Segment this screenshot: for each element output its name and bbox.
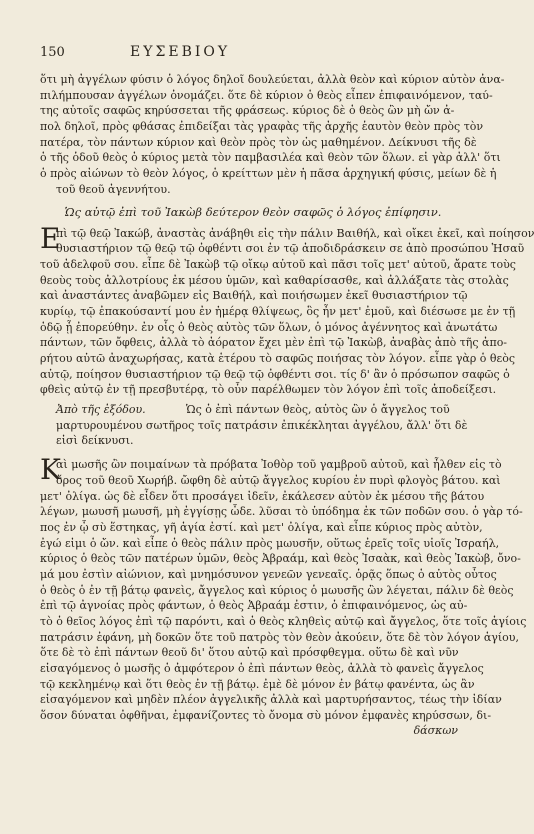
paragraph-1	[40, 72, 505, 198]
text-line: αὐτῷ, ποίησον θυσιαστήριον τῷ θεῷ τῷ ὀφθέντι σοι. τίς δ' ἂν ὁ πρόσωπον σαφῶς ὁ	[40, 367, 510, 381]
text-line: λέγων, μωυσῆ μωυσῆ, μὴ ἐγγίσῃς ὧδε. λῦσαι τὸ ὑπόδημα ἐκ τῶν ποδῶν σου. ὁ γὰρ τό-	[40, 505, 523, 519]
text-line: ὁ θεὸς ὁ ἐν τῇ βάτῳ φανεὶς, ἄγγελος καὶ κύριος ὁ μωυσῆς ὢν λέγεται, πάλιν δὲ θεὸς	[40, 583, 514, 597]
section-heading-1: Ὡς αὐτῷ ἐπὶ τοῦ Ἰακὼβ δεύτερον θεὸν σαφῶς ὁ λόγος ἐπίφησιν.	[64, 204, 442, 219]
margin-note: Ἀπὸ τῆς ἐξόδου.	[56, 403, 146, 417]
catchword: δάσκων	[413, 723, 458, 737]
text-line: της αὐτοῖς σαφῶς κηρύσσεται τῆς φράσεως. κύριος δὲ ὁ θεὸς ὢν μὴ ὤν ἀ-	[40, 104, 455, 118]
text-line: πατράσιν ἐφάνη, μὴ δοκῶν ὅτε τοῦ πατρὸς τὸν θεὸν ἀκούειν, ὅτε δὲ τὸν λόγον ἁγίου,	[40, 630, 519, 644]
text-line: πατέρα, τὸν πάντων κύριον καὶ θεὸν πρὸς τὸν ὡς μαθημένον. Δείκνυσι τῆς δὲ	[40, 135, 477, 149]
running-head: ΕΥΣΕΒΙΟΥ	[130, 44, 231, 60]
page-number: 150	[40, 45, 65, 60]
heading-line: εἰσὶ δείκνυσι.	[56, 434, 134, 448]
text-line: μά μου ἐστὶν αἰώνιον, καὶ μνημόσυνον γενεῶν γενεαῖς. ὁρᾷς ὅπως ὁ αὐτὸς οὗτος	[40, 567, 497, 581]
text-line: τοῦ ἀδελφοῦ σου. εἶπε δὲ Ἰακὼβ τῷ οἴκῳ αὐτοῦ καὶ πᾶσι τοῖς μετ' αὐτοῦ, ἄρατε τοὺς	[40, 257, 516, 271]
text-line: ὅτι μὴ ἀγγέλων φύσιν ὁ λόγος δηλοῖ δουλεύεται, ἀλλὰ θεὸν καὶ κύριον αὐτὸν ἀνα-	[40, 73, 505, 86]
text-line: ὅτε δὲ τὸ ἐπὶ πάντων θεοῦ δι' ὅτου αὐτῷ καὶ πρόσφθεγμα. οὕτω δὲ καὶ νῦν	[40, 646, 459, 660]
text-line: πὶ τῷ θεῷ Ἰακώβ, ἀναστὰς ἀνάβηθι εἰς τὴν πάλιν Βαιθήλ, καὶ οἴκει ἐκεῖ, καὶ ποίησον	[56, 226, 534, 240]
page-header	[40, 44, 466, 66]
text-line: πάντων, τῶν ὄφθεις, ἀλλὰ τὸ ἀόρατον ἔχει μὲν ἐπὶ τῷ Ἰακὼβ, ἀναβὰς ἀπὸ τῆς ἀπο-	[40, 336, 508, 350]
text-line: κυρίῳ, τῷ ἐπακούσαντί μου ἐν ἡμέρᾳ θλίψεως, ὃς ἦν μετ' ἐμοῦ, καὶ διέσωσε με ἐν τῇ	[40, 304, 516, 318]
heading-line: μαρτυρουμένου σωτῆρος τοῖς πατράσιν ἐπικέκληται ἀγγέλου, ἄλλ' ὅτι δὲ	[56, 418, 468, 432]
text-line: ὁ τῆς ὁδοῦ θεὸς ὁ κύριος μετὰ τὸν παμβασιλέα καὶ θεὸν τῶν ὅλων. εἰ γὰρ ἀλλ' ὅτι	[40, 151, 501, 165]
text-line: θεοὺς τοὺς ἀλλοτρίους ἐκ μέσου ὑμῶν, καὶ καθαρίσασθε, καὶ ἀλλάξατε τὰς στολὰς	[40, 273, 509, 287]
heading-line: Ὡς ὁ ἐπὶ πάντων θεὸς, αὐτὸς ὢν ὁ ἄγγελος τοῦ	[186, 403, 450, 417]
text-line: ρήτου αὐτῶ ἀναχωρήσας, κατὰ ἑτέρου τὸ σαφῶς ποιήσας τὸν λόγον. εἶπε γὰρ ὁ θεὸς	[40, 352, 516, 365]
text-line: τὸ ὁ θεῖος λόγος ἐπὶ τῷ παρόντι, καὶ ὁ θεὸς κληθεὶς αὐτῷ καὶ ἄγγελος, ὅτε τοῖς ἁγίοις	[40, 615, 527, 628]
section-heading-2	[40, 402, 466, 449]
paragraph-2	[40, 221, 534, 399]
text-line: ὁ πρὸς αἰώνων τὸ θεὸν λόγος, ὁ κρείττων μὲν ἡ πᾶσα ἀρχηγική φύσις, μείων δὲ ἡ	[40, 167, 497, 181]
text-line: ὄρος τοῦ θεοῦ Χωρήβ. ὤφθη δὲ αὐτῷ ἄγγελος κυρίου ἐν πυρὶ φλογὸς βάτου. καὶ	[56, 473, 501, 487]
text-line: εἰσαγόμενος ὁ μωσῆς ὁ ἀμφότερον ὁ ἐπὶ πάντων θεὸς, ἀλλὰ τὸ φανεὶς ἄγγελος	[40, 662, 484, 676]
text-line: πολ δηλοῖ, πρὸς φθάσας ἐπιδείξαι τὰς γραφὰς τῆς ἀρχῆς ἑαυτὸν θεὸν πρὸς τὸν	[40, 120, 484, 134]
text-line: ὅσον δύναται ὀφθῆναι, ἐμφανίζοντες τὸ ὄνομα σὺ μόνον ἐμφανὲς κηρύσσων, δι-	[40, 709, 492, 723]
text-line: θυσιαστήριον τῷ θεῷ τῷ ὀφθέντι σοι ἐν τῷ ἀποδιδράσκειν σε ἀπὸ προσώπου Ἡσαῦ	[56, 242, 525, 256]
text-line: πιλήμπουσαν ἀγγέλων ὀνομάζει. ὅτε δὲ κύριον ὁ θεὸς εἶπεν ἐπιφαινόμενον, ταύ-	[40, 88, 493, 102]
text-line: τοῦ θεοῦ ἀγεννήτου.	[56, 182, 171, 196]
text-line: ἐπὶ τῷ ἀγνοίας πρὸς φάντων, ὁ θεὸς Ἀβραάμ ἐστιν, ὁ ἐπιφαινόμενος, ὡς αὐ-	[40, 599, 468, 613]
text-line: κύριος ὁ θεὸς τῶν πατέρων ὑμῶν, θεὸς Ἀβραάμ, καὶ θεὸς Ἰσαὰκ, καὶ θεὸς Ἰακὼβ, ὄνο-	[40, 552, 521, 566]
text-line: ἐγώ εἰμι ὁ ὤν. καὶ εἶπε ὁ θεὸς πάλιν πρὸς μωυσῆν, οὕτως ἐρεῖς τοῖς υἱοῖς Ἰσραήλ,	[40, 536, 500, 550]
paragraph-3	[40, 453, 527, 724]
text-line: φθεὶς αὐτῷ ἐν τῇ πρεσβυτέρᾳ, τὸ οὖν παρέλθωμεν τὸν λόγον ἐπὶ τοῖς ἀποδείξεσι.	[40, 383, 497, 397]
text-line: ὁδῷ ᾗ ἐπορεύθην. ἐν οἷς ὁ θεὸς αὐτὸς τῶν ὅλων, ὁ μόνος ἀγέννητος καὶ ἀνωτάτω	[40, 320, 498, 334]
text-line: καὶ ἀναστάντες ἀναβῶμεν εἰς Βαιθήλ, καὶ ποιήσωμεν ἐκεῖ θυσιαστήριον τῷ	[40, 289, 468, 303]
text-line: τῷ κεκλημένῳ καὶ ὅτι θεὸς ἐν τῇ βάτῳ. ἐμὲ δὲ μόνον ἐν βάτῳ φανέντα, ὡς ἂν	[40, 677, 475, 691]
text-line: μετ' ὀλίγα. ὡς δὲ εἶδεν ὅτι προσάγει ἰδεῖν, ἐκάλεσεν αὐτὸν ἐκ μέσου τῆς βάτου	[40, 489, 485, 503]
text-line: πος ἐν ᾧ σὺ ἕστηκας, γῆ ἁγία ἐστί. καὶ μετ' ὀλίγα, καὶ εἶπε κύριος πρὸς αὐτὸν,	[40, 520, 483, 534]
drop-cap-k: Κ	[40, 453, 61, 487]
text-line: εἰσαγόμενον καὶ μηδὲν πλέον ἀγγελικῆς ἀλλὰ καὶ μαρτυρήσαντος, τέως τὴν ἰδίαν	[40, 693, 502, 707]
text-line: αὶ μωσῆς ὢν ποιμαίνων τὰ πρόβατα Ἰοθὸρ τοῦ γαμβροῦ αὐτοῦ, καὶ ἦλθεν εἰς τὸ	[56, 458, 502, 472]
drop-cap-e: Ε	[40, 221, 61, 255]
